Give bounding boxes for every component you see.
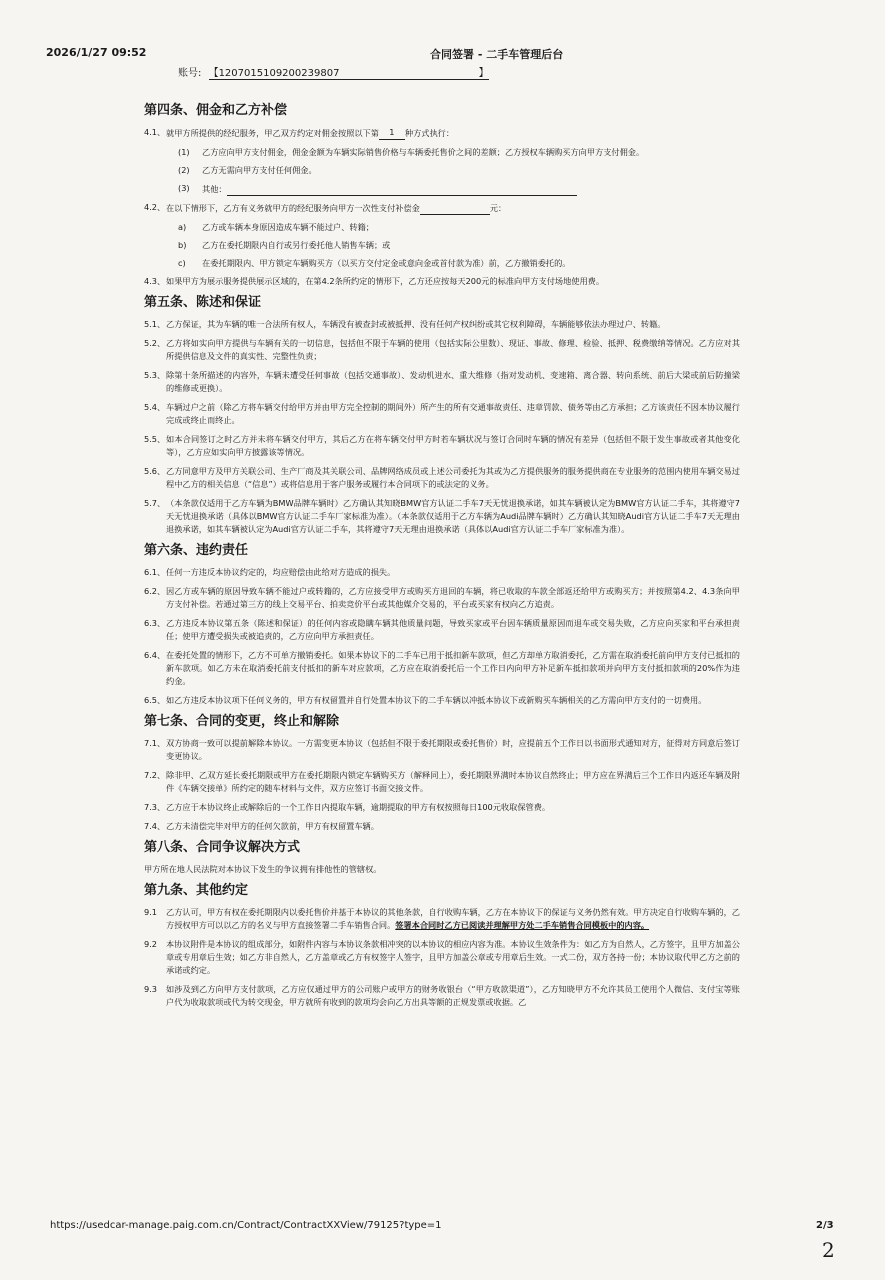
clause-7-4: 7.4、 乙方未清偿完毕对甲方的任何欠款前，甲方有权留置车辆。 (144, 821, 379, 831)
other-terms-field (227, 182, 577, 196)
clause-5-7: 5.7、 （本条款仅适用于乙方车辆为BMW品牌车辆时）乙方确认其知晓BMW官方认证二手车7天无忧退换承诺，如其车辆被认定为BMW官方认证二手车，其将遵守7天无忧退换承诺（具体以BMW官方认证二手车厂家标准为准）。（本条款仅适用于乙方车辆为Audi品牌车辆时）乙方确认其知晓Audi官方认证二手车7天无理由退换承诺，如其车辆被认定为Audi官方认证二手车，其将遵守7天无理由退换承诺（具体以Audi官方认证二手车厂家标准为准）。 (144, 498, 740, 534)
clause-9-1: 9.1 乙方认可，甲方有权在委托期限内以委托售价并基于本协议的其他条款，自行收购车辆，乙方在本协议下的保证与义务仍然有效。甲方决定自行收购车辆的，乙方授权甲方可以以乙方的名义与甲方直接签署二手车销售合同。签署本合同时乙方已阅读并理解甲方处二手车销售合同模板中的内容。 (144, 907, 740, 930)
section-title: 第九条、其他约定 (144, 883, 249, 898)
contract-body (144, 96, 740, 1015)
footer-url: https://usedcar-manage.paig.com.cn/Contract/ContractXXView/79125?type=1 (50, 1220, 442, 1231)
clause-9-2: 9.2 本协议附件是本协议的组成部分，如附件内容与本协议条款相冲突的以本协议的相应内容为准。本协议生效条件为：如乙方为自然人，乙方签字，且甲方加盖公章或专用章后生效；如乙方非自然人，乙方盖章或乙方有权签字人签字，且甲方加盖公章或专用章后生效。一式二份，双方各持一份；本协议取代甲乙方之前的承诺或约定。 (144, 939, 740, 975)
clause-5-4: 5.4、 车辆过户之前（除乙方将车辆交付给甲方并由甲方完全控制的期间外）所产生的所有交通事故责任、违章罚款、债务等由乙方承担；乙方该责任不因本协议履行完成或终止而终止。 (144, 402, 740, 425)
print-datetime: 2026/1/27 09:52 (46, 46, 147, 59)
account-number: 1207015109200239807 (218, 68, 340, 79)
account-line (178, 64, 489, 80)
clause-5-2: 5.2、 乙方将如实向甲方提供与车辆有关的一切信息，包括但不限于车辆的使用（包括实际公里数）、现证、事故、修理、检验、抵押、税费缴纳等情况。乙方应对其所提供信息及文件的真实性、完整性负责； (144, 338, 740, 361)
clause-7-2: 7.2、 除非甲、乙双方延长委托期限或甲方在委托期限内锁定车辆购买方（解释同上），委托期限界满时本协议自然终止；甲方应在界满后三个工作日内返还车辆及附件《车辆交接单》所约定的随车材料与文件，双方应签订书面交接文件。 (144, 770, 740, 793)
sub-clause: a) 乙方或车辆本身原因造成车辆不能过户、转籍； (178, 222, 374, 232)
clause-6-2: 6.2、 因乙方或车辆的原因导致车辆不能过户或转籍的，乙方应接受甲方或购买方退回的车辆，将已收取的车款全部返还给甲方或购买方；并按照第4.2、4.3条向甲方支付补偿。若通过第三方的线上交易平台、拍卖竞价平台或其他媒介交易的，平台或买家有权向乙方追责。 (144, 586, 740, 609)
clause-5-6: 5.6、 乙方同意甲方及甲方关联公司、生产厂商及其关联公司、品牌网络成员或上述公司委托为其或为乙方提供服务的服务提供商在专业服务的范围内使用车辆交易过程中乙方的相关信息（“信息”）或将信息用于客户服务或履行本合同项下的或法定的义务。 (144, 466, 740, 489)
sub-clause: (3) 其他： (178, 182, 740, 196)
section-title: 第五条、陈述和保证 (144, 295, 262, 310)
commission-option-field: 1 (379, 126, 405, 140)
section-title: 第七条、合同的变更，终止和解除 (144, 714, 340, 729)
clause-4-1: 4.1、 就甲方所提供的经纪服务，甲乙双方约定对佣金按照以下第 1 种方式执行： (144, 127, 455, 138)
clause-7-3: 7.3、 乙方应于本协议终止或解除后的一个工作日内提取车辆，逾期提取的甲方有权按照每日100元收取保管费。 (144, 802, 551, 812)
page-number: 2/3 (816, 1220, 834, 1231)
section-title: 第六条、违约责任 (144, 543, 249, 558)
clause-4-3: 4.3、 如果甲方为展示服务提供展示区域的，在第4.2条所约定的情形下，乙方还应按每天200元的标准向甲方支付场地使用费。 (144, 276, 605, 286)
clause-7-1: 7.1、 双方协商一致可以提前解除本协议。一方需变更本协议（包括但不限于委托期限或委托售价）时，应提前五个工作日以书面形式通知对方，征得对方同意后签订变更协议。 (144, 738, 740, 761)
account-label: 账号: (178, 68, 202, 79)
clause-5-5: 5.5、 如本合同签订之时乙方并未将车辆交付甲方，其后乙方在将车辆交付甲方时若车辆状况与签订合同时车辆的情况有差异（包括但不限于发生事故或者其他变化等），乙方应如实向甲方披露该等情况。 (144, 434, 740, 457)
page-title: 合同签署 - 二手车管理后台 (430, 48, 564, 61)
clause-6-1: 6.1、 任何一方违反本协议约定的，均应赔偿由此给对方造成的损失。 (144, 567, 396, 577)
sub-clause: c) 在委托期限内、甲方锁定车辆购买方（以买方交付定金或意向金或首付款为准）前，乙方撤销委托的。 (178, 258, 571, 268)
underlined-acknowledgement: 签署本合同时乙方已阅读并理解甲方处二手车销售合同模板中的内容。 (395, 920, 650, 930)
clause-6-5: 6.5、 如乙方违反本协议项下任何义务的，甲方有权留置并自行处置本协议下的二手车辆以冲抵本协议下或新购买车辆相关的乙方需向甲方支付的一切费用。 (144, 695, 707, 705)
sub-clause: (1) 乙方应向甲方支付佣金，佣金金额为车辆实际销售价格与车辆委托售价之间的差额；乙方授权车辆购买方向甲方支付佣金。 (178, 147, 645, 157)
clause-6-3: 6.3、 乙方违反本协议第五条（陈述和保证）的任何内容或隐瞒车辆其他质量问题，导致买家或平台因车辆质量原因而退车或交易失败，乙方应向买家和平台承担责任；使甲方遭受损失或被追责的，乙方应向甲方承担责任。 (144, 618, 740, 641)
handwritten-page-mark: 2 (822, 1238, 835, 1262)
clause-5-1: 5.1、 乙方保证，其为车辆的唯一合法所有权人，车辆没有被查封或被抵押、没有任何产权纠纷或其它权利障碍，车辆能够依法办理过户、转籍。 (144, 319, 666, 329)
section-title: 第四条、佣金和乙方补偿 (144, 103, 288, 118)
clause-4-2: 4.2、 在以下情形下，乙方有义务就甲方的经纪服务向甲方一次性支付补偿金 元： (144, 202, 507, 213)
sub-clause: b) 乙方在委托期限内自行或另行委托他人销售车辆；或 (178, 240, 391, 250)
clause-6-4: 6.4、 在委托处置的情形下，乙方不可单方撤销委托。如果本协议下的二手车已用于抵扣新车款项，但乙方却单方取消委托，乙方需在取消委托前向甲方支付已抵扣的新车款项。如乙方未在取消委托前支付抵扣的新车对应款项，乙方应在取消委托后一个工作日内向甲方补足新车抵扣款项并向甲方支付抵扣款项的20%作为违约金。 (144, 650, 740, 686)
section-title: 第八条、合同争议解决方式 (144, 840, 301, 855)
clause-5-3: 5.3、 除第十条所描述的内容外，车辆未遭受任何事故（包括交通事故）、发动机进水、重大维修（指对发动机、变速箱、离合器、转向系统、前后大梁或前后防撞梁的维修或更换）。 (144, 370, 740, 393)
sub-clause: (2) 乙方无需向甲方支付任何佣金。 (178, 165, 317, 175)
account-number-field: 【1207015109200239807 】 (209, 64, 489, 80)
compensation-amount-field (420, 201, 490, 215)
clause-9-3: 9.3 如涉及到乙方向甲方支付款项，乙方应仅通过甲方的公司账户或甲方的财务收银台（“甲方收款渠道”），乙方知晓甲方不允许其员工使用个人微信、支付宝等账户代为收取款项或代为转交现金，甲方就所有收到的款项均会向乙方出具等额的正规发票或收据。乙 (144, 984, 740, 1007)
jurisdiction-text: 甲方所在地人民法院对本协议下发生的争议拥有排他性的管辖权。 (144, 864, 382, 874)
